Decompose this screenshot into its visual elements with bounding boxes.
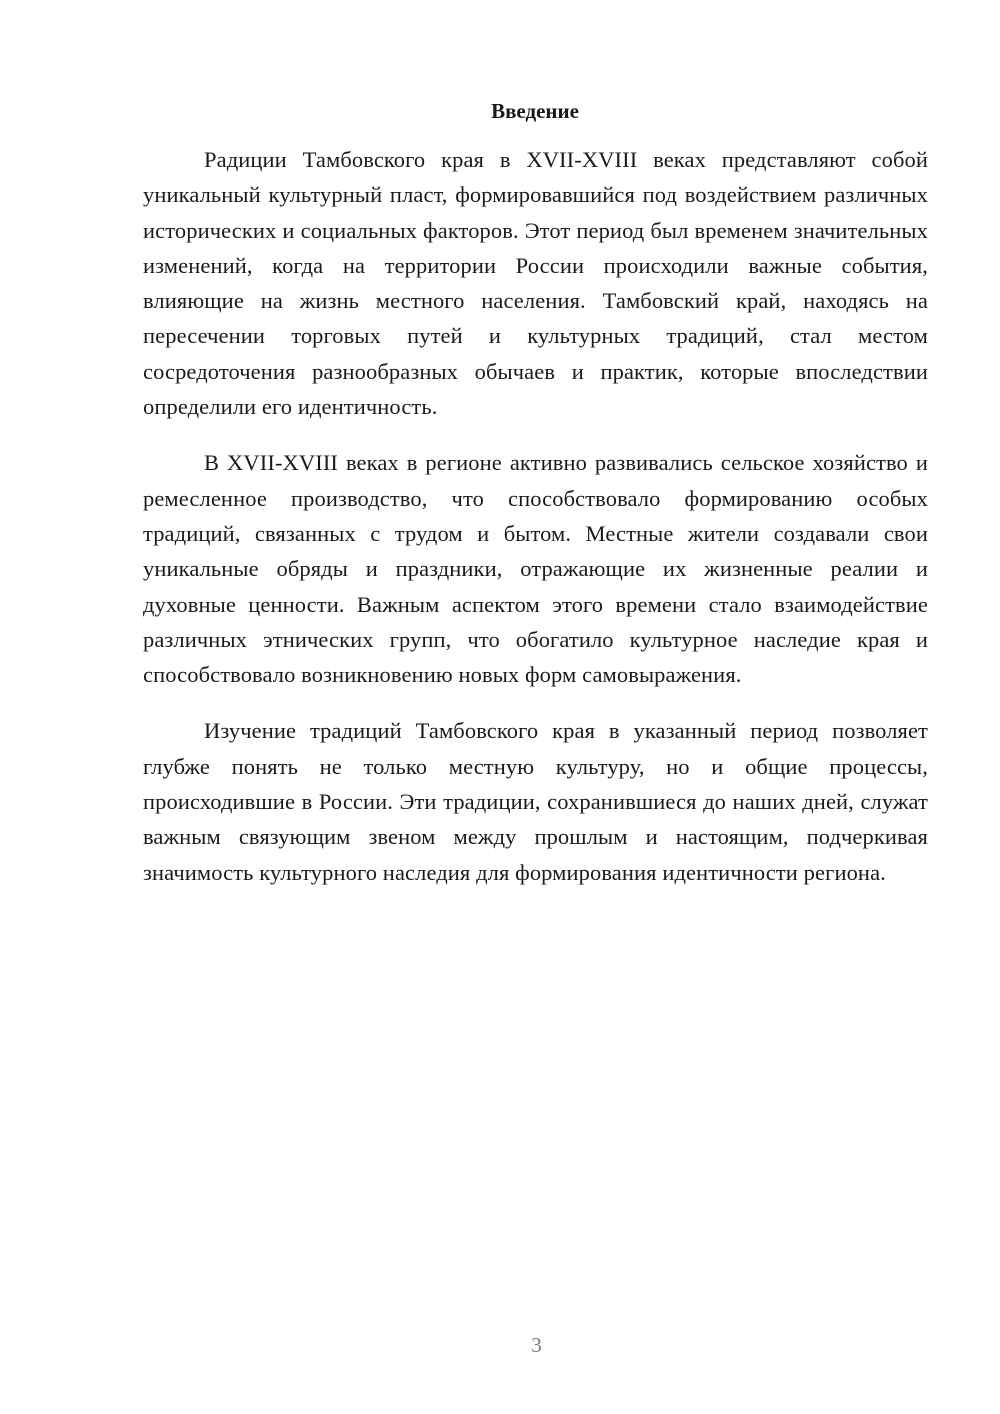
section-heading: Введение — [491, 99, 579, 123]
body-text — [143, 142, 928, 890]
page-number: 3 — [531, 1333, 542, 1357]
paragraph-3: Изучение традиций Тамбовского края в указанный период позволяет глубже понять не только местную культуру, но и общие процессы, происходившие в России. Эти традиции, сохранившиеся до наших дней, служат важным связующим звеном между прошлым и настоящим, подчеркивая значимость культурного наследия для формирования идентичности региона. — [143, 718, 928, 885]
paragraph-2: В XVII-XVIII веках в регионе активно развивались сельское хозяйство и ремесленное производство, что способствовало формированию особых традиций, связанных с трудом и бытом. Местные жители создавали свои уникальные обряды и праздники, отражающие их жизненные реалии и духовные ценности. Важным аспектом этого времени стало взаимодействие различных этнических групп, что обогатило культурное наследие края и способствовало возникновению новых форм самовыражения. — [143, 450, 928, 688]
paragraph-1: Радиции Тамбовского края в XVII-XVIII веках представляют собой уникальный культурный пласт, формировавшийся под воздействием различных исторических и социальных факторов. Этот период был временем значительных изменений, когда на территории России происходили важные события, влияющие на жизнь местного населения. Тамбовский край, находясь на пересечении торговых путей и культурных традиций, стал местом сосредоточения разнообразных обычаев и практик, которые впоследствии определили его идентичность. — [143, 147, 928, 420]
